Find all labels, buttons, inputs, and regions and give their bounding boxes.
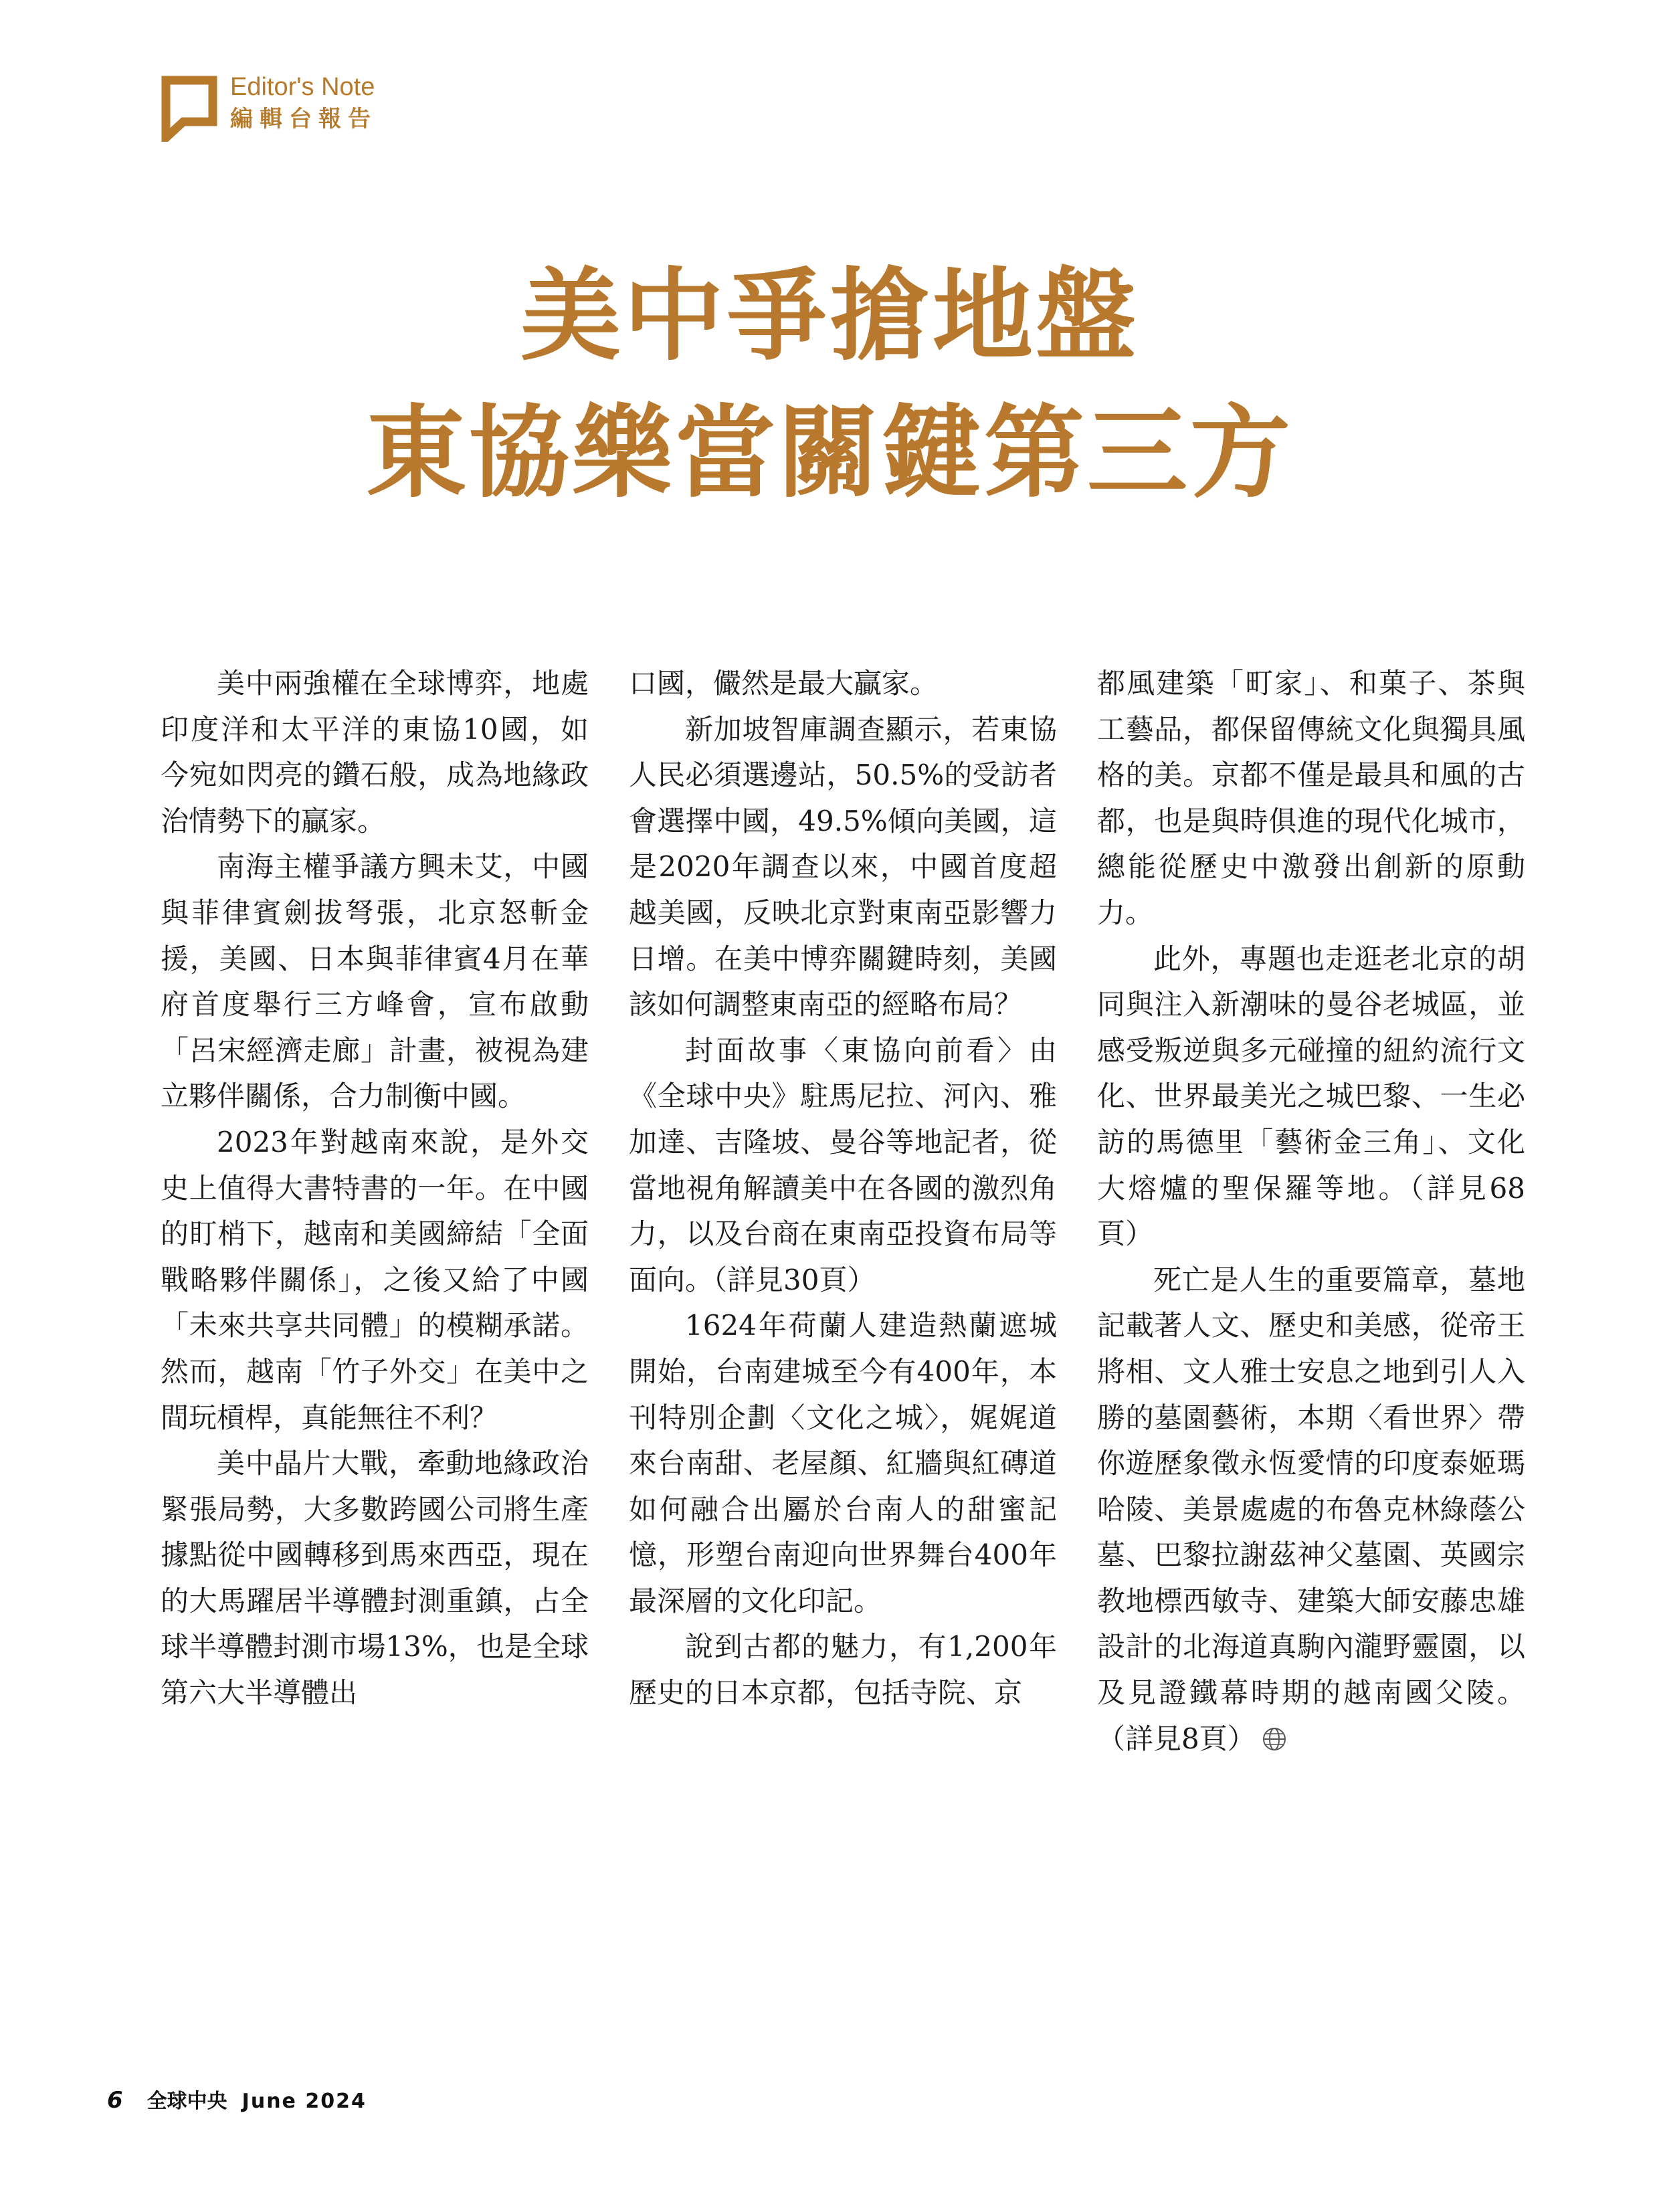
section-label-en: Editor's Note: [230, 73, 375, 101]
page-number: 6: [107, 2087, 123, 2114]
article-column-1: [161, 661, 589, 1716]
speech-bubble-icon: [161, 75, 218, 142]
article-title: [0, 247, 1659, 522]
paragraph: 說到古都的魅力，有1,200年歷史的日本京都，包括寺院、京: [629, 1630, 1057, 1710]
article-column-3: [1097, 661, 1525, 1762]
paragraph: 美中兩強權在全球博弈，地處印度洋和太平洋的東協10國，如今宛如閃亮的鑽石般，成為地緣政治情勢下的贏家。: [161, 667, 589, 837]
paragraph-continuation: 都風建築「町家」、和菓子、茶與工藝品，都保留傳統文化與獨具風格的美。京都不僅是最具和風的古都，也是與時俱進的現代化城市，總能從歷史中激發出創新的原動力。: [1097, 667, 1525, 929]
paragraph-continuation: 口國，儼然是最大贏家。: [629, 667, 939, 700]
section-label-zh: 編輯台報告: [230, 106, 377, 132]
publication-name: 全球中央: [147, 2090, 227, 2113]
paragraph: 2023年對越南來說，是外交史上值得大書特書的一年。在中國的盯梢下，越南和美國締結「全面戰略夥伴關係」，之後又給了中國「未來共享共同體」的模糊承諾。然而，越南「竹子外交」在美中之間玩槓桿，真能無往不利？: [161, 1125, 589, 1434]
page-footer: [107, 2084, 367, 2114]
section-label: [230, 71, 377, 135]
paragraph: 此外，專題也走逛老北京的胡同與注入新潮味的曼谷老城區，並感受叛逆與多元碰撞的紐約流行文化、世界最美光之城巴黎、一生必訪的馬德里「藝術金三角」、文化大熔爐的聖保羅等地。（詳見68頁）: [1097, 942, 1525, 1251]
title-line-1: 美中爭搶地盤: [520, 257, 1139, 375]
paragraph: 南海主權爭議方興未艾，中國與菲律賓劍拔弩張，北京怒斬金援，美國、日本與菲律賓4月在華府首度舉行三方峰會，宣布啟動「呂宋經濟走廊」計畫，被視為建立夥伴關係，合力制衡中國。: [161, 850, 589, 1113]
paragraph-last: [1097, 1258, 1525, 1763]
article-column-2: [629, 661, 1057, 1716]
globe-end-mark-icon: [1261, 1726, 1288, 1752]
paragraph: 美中晶片大戰，牽動地緣政治緊張局勢，大多數跨國公司將生產據點從中國轉移到馬來西亞，現在的大馬躍居半導體封測重鎮，占全球半導體封測市場13%，也是全球第六大半導體出: [161, 1447, 589, 1710]
paragraph-text: 死亡是人生的重要篇章，墓地記載著人文、歷史和美感，從帝王將相、文人雅士安息之地到引人入勝的墓園藝術，本期〈看世界〉帶你遊歷象徵永恆愛情的印度泰姬瑪哈陵、美景處處的布魯克林綠蔭公墓、巴黎拉謝茲神父墓園、英國宗教地標西敏寺、建築大師安藤忠雄設計的北海道真駒內瀧野靈園，以及見證鐵幕時期的越南國父陵。（詳見8頁）: [1097, 1263, 1525, 1755]
paragraph: 新加坡智庫調查顯示，若東協人民必須選邊站，50.5%的受訪者會選擇中國，49.5%傾向美國，這是2020年調查以來，中國首度超越美國，反映北京對東南亞影響力日增。在美中博弈關鍵時刻，美國該如何調整東南亞的經略布局？: [629, 712, 1057, 1021]
paragraph: 封面故事〈東協向前看〉由《全球中央》駐馬尼拉、河內、雅加達、吉隆坡、曼谷等地記者，從當地視角解讀美中在各國的激烈角力，以及台商在東南亞投資布局等面向。（詳見30頁）: [629, 1033, 1057, 1296]
title-line-2: 東協樂當關鍵第三方: [365, 394, 1293, 512]
paragraph: 1624年荷蘭人建造熱蘭遮城開始，台南建城至今有400年，本刊特別企劃〈文化之城〉，娓娓道來台南甜、老屋顏、紅牆與紅磚道如何融合出屬於台南人的甜蜜記憶，形塑台南迎向世界舞台400年最深層的文化印記。: [629, 1309, 1057, 1617]
issue-date: June 2024: [241, 2090, 367, 2113]
